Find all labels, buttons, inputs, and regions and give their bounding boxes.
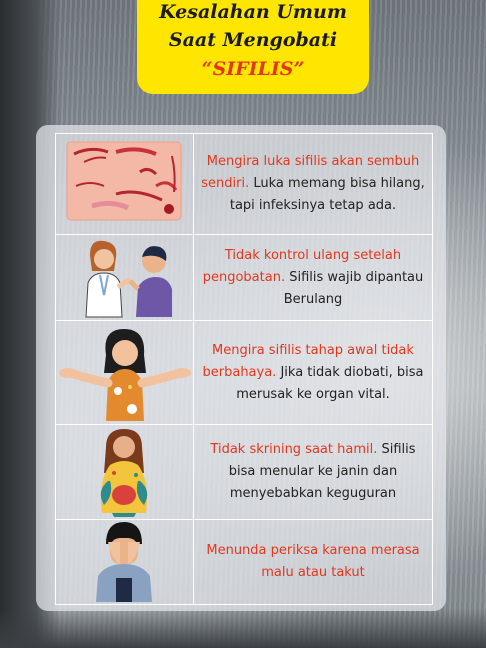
row-highlight: Tidak kontrol ulang setelah pengobatan. (202, 247, 402, 285)
title-line-2: Saat Mengobati (168, 29, 338, 51)
row-text (194, 235, 432, 320)
table-row (56, 520, 432, 604)
row-detail: Sifilis bisa menular ke janin dan menyebabkan keguguran (228, 442, 416, 501)
title-line-3: “SIFILIS” (201, 58, 305, 80)
doctor-patient-icon (56, 235, 193, 320)
row-text (194, 321, 432, 424)
row-highlight: Tidak skrining saat hamil. (210, 442, 378, 457)
ashamed-man-icon (56, 520, 193, 604)
waterfall-rock-bottom (0, 608, 486, 648)
table-row (56, 425, 432, 520)
row-detail: Sifilis wajib dipantau Berulang (283, 269, 424, 307)
row-illustration (56, 321, 194, 424)
row-highlight: Mengira luka sifilis akan sembuh sendiri. (201, 154, 420, 191)
row-detail: Luka memang bisa hilang, tapi infeksinya tetap ada. (229, 176, 425, 213)
row-text (194, 134, 432, 234)
table-row (56, 134, 432, 235)
table-row (56, 235, 432, 321)
row-highlight: Menunda periksa karena merasa malu atau takut (206, 543, 420, 580)
row-illustration (56, 425, 194, 519)
row-detail: Jika tidak diobati, bisa merusak ke organ vital. (236, 364, 424, 402)
row-text (194, 425, 432, 519)
row-text (194, 520, 432, 604)
row-illustration (56, 235, 194, 320)
title-banner (137, 0, 369, 94)
skin-wound-icon (56, 134, 193, 234)
table-row (56, 321, 432, 425)
mistakes-card (36, 125, 446, 611)
row-highlight: Mengira sifilis tahap awal tidak berbahaya. (202, 342, 414, 380)
row-illustration (56, 134, 194, 234)
mistakes-table (55, 133, 433, 605)
row-illustration (56, 520, 194, 604)
title-line-1: Kesalahan Umum (159, 1, 347, 23)
shrugging-woman-icon (56, 321, 193, 424)
pregnant-woman-icon (56, 425, 193, 519)
